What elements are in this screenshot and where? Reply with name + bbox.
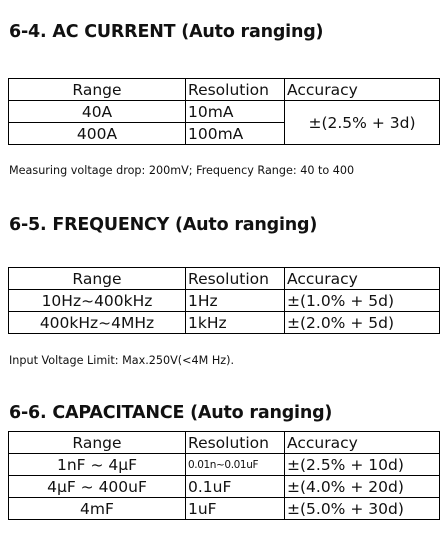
range-cell: 10Hz~400kHz xyxy=(9,290,186,312)
range-cell: 40A xyxy=(9,101,186,123)
header-resolution: Resolution xyxy=(186,432,285,454)
header-resolution: Resolution xyxy=(186,268,285,290)
table-header-row xyxy=(9,79,440,101)
header-accuracy: Accuracy xyxy=(285,432,440,454)
table-row xyxy=(9,498,440,520)
range-cell: 400kHz~4MHz xyxy=(9,312,186,334)
ac-current-table xyxy=(8,78,440,145)
accuracy-cell: ±(4.0% + 20d) xyxy=(285,476,440,498)
resolution-cell: 1Hz xyxy=(186,290,285,312)
range-cell: 4mF xyxy=(9,498,186,520)
accuracy-cell: ±(1.0% + 5d) xyxy=(285,290,440,312)
section-title-ac-current: 6-4. AC CURRENT (Auto ranging) xyxy=(9,22,324,42)
resolution-cell: 0.1uF xyxy=(186,476,285,498)
accuracy-cell: ±(2.5% + 10d) xyxy=(285,454,440,476)
table-row xyxy=(9,476,440,498)
resolution-cell: 1kHz xyxy=(186,312,285,334)
accuracy-cell: ±(5.0% + 30d) xyxy=(285,498,440,520)
header-accuracy: Accuracy xyxy=(285,79,440,101)
header-accuracy: Accuracy xyxy=(285,268,440,290)
table-header-row xyxy=(9,432,440,454)
resolution-cell: 0.01n~0.01uF xyxy=(186,454,285,476)
header-range: Range xyxy=(9,79,186,101)
frequency-note: Input Voltage Limit: Max.250V(<4M Hz). xyxy=(9,354,235,367)
table-row xyxy=(9,454,440,476)
header-range: Range xyxy=(9,432,186,454)
accuracy-cell-merged: ±(2.5% + 3d) xyxy=(285,101,440,145)
accuracy-cell: ±(2.0% + 5d) xyxy=(285,312,440,334)
range-cell: 400A xyxy=(9,123,186,145)
ac-current-note: Measuring voltage drop: 200mV; Frequency Range: 40 to 400 xyxy=(9,164,355,177)
range-cell: 1nF ~ 4µF xyxy=(9,454,186,476)
table-row xyxy=(9,290,440,312)
frequency-table xyxy=(8,267,440,334)
section-title-frequency: 6-5. FREQUENCY (Auto ranging) xyxy=(9,215,318,235)
resolution-cell: 10mA xyxy=(186,101,285,123)
table-row xyxy=(9,312,440,334)
table-header-row xyxy=(9,268,440,290)
capacitance-table xyxy=(8,431,440,520)
resolution-cell: 1uF xyxy=(186,498,285,520)
header-range: Range xyxy=(9,268,186,290)
range-cell: 4µF ~ 400uF xyxy=(9,476,186,498)
resolution-cell: 100mA xyxy=(186,123,285,145)
header-resolution: Resolution xyxy=(186,79,285,101)
table-row xyxy=(9,101,440,123)
section-title-capacitance: 6-6. CAPACITANCE (Auto ranging) xyxy=(9,403,333,423)
